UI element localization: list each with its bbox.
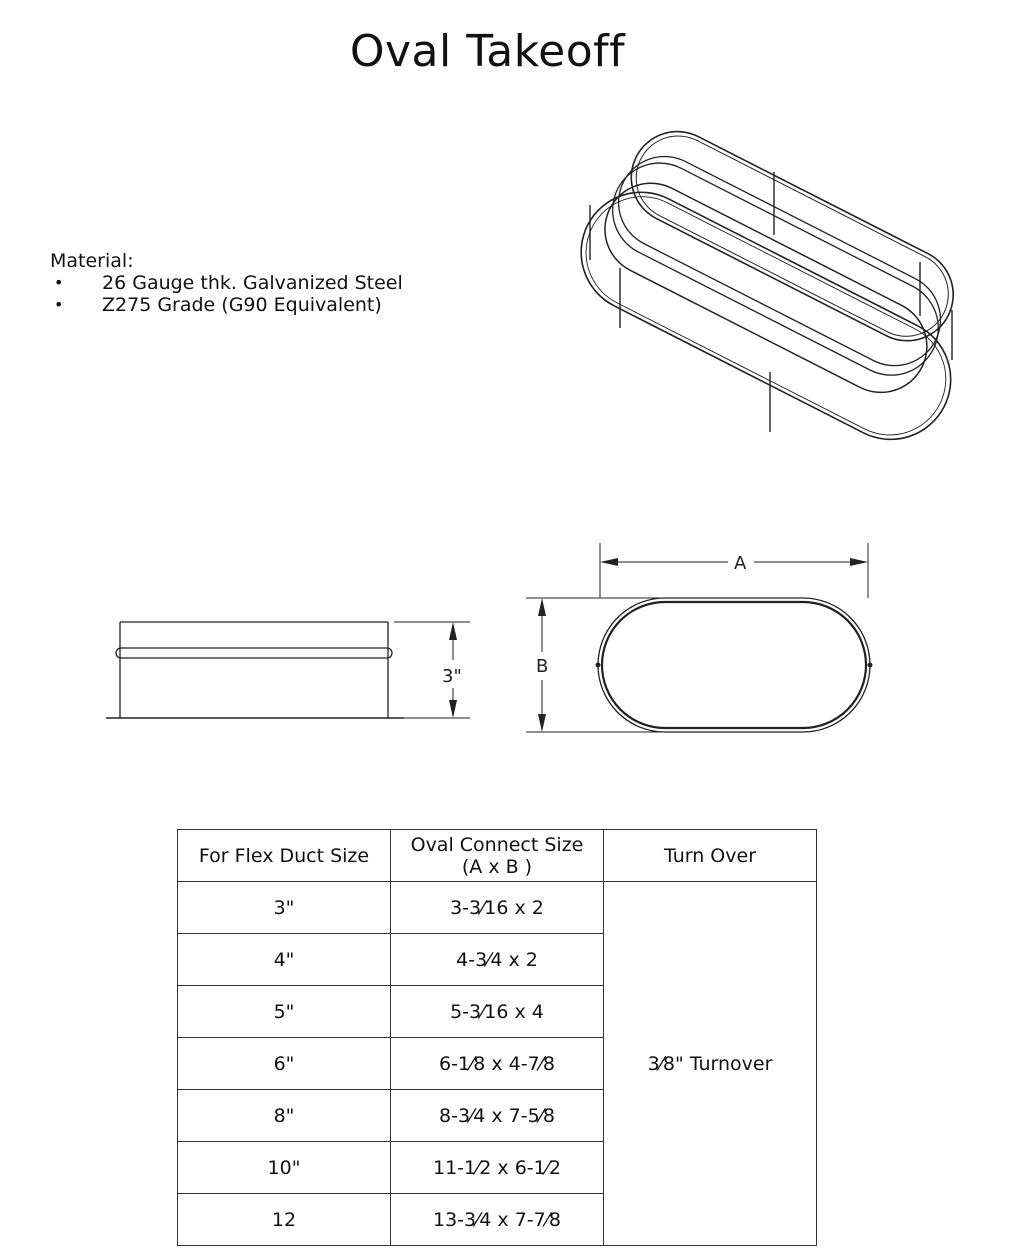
- oval-size-cell: 4-3⁄4 x 2: [391, 934, 604, 986]
- oval-size-cell: 5-3⁄16 x 4: [391, 986, 604, 1038]
- dimension-b-label: B: [536, 656, 549, 677]
- flex-size-cell: 8": [178, 1090, 391, 1142]
- oval-size-cell: 11-1⁄2 x 6-1⁄2: [391, 1142, 604, 1194]
- oval-size-cell: 13-3⁄4 x 7-7⁄8: [391, 1194, 604, 1246]
- material-item: • 26 Gauge thk. Galvanized Steel: [50, 272, 403, 294]
- header-flex-duct-size: For Flex Duct Size: [178, 830, 391, 882]
- header-turn-over: Turn Over: [604, 830, 817, 882]
- isometric-view: [560, 115, 971, 460]
- flex-size-cell: 5": [178, 986, 391, 1038]
- material-item: • Z275 Grade (G90 Equivalent): [50, 294, 403, 316]
- flex-size-cell: 4": [178, 934, 391, 986]
- flex-size-cell: 6": [178, 1038, 391, 1090]
- material-label: Material:: [50, 250, 134, 272]
- header-oval-line2: (A x B ): [461, 855, 533, 878]
- oval-size-cell: 3-3⁄16 x 2: [391, 882, 604, 934]
- header-oval-connect-size: [391, 830, 604, 882]
- table-header-row: [178, 830, 817, 882]
- height-dimension: 3": [442, 666, 462, 687]
- side-elevation: [106, 622, 470, 718]
- flex-size-cell: 10": [178, 1142, 391, 1194]
- header-oval-line1: Oval Connect Size: [410, 833, 584, 856]
- size-table: [177, 829, 817, 1246]
- turnover-cell: 3⁄8" Turnover: [604, 882, 817, 1246]
- oval-size-cell: 6-1⁄8 x 4-7⁄8: [391, 1038, 604, 1090]
- plan-view: [526, 543, 872, 732]
- dimension-a-label: A: [734, 553, 747, 574]
- flex-size-cell: 12: [178, 1194, 391, 1246]
- page-title: Oval Takeoff: [349, 26, 626, 77]
- flex-size-cell: 3": [178, 882, 391, 934]
- oval-size-cell: 8-3⁄4 x 7-5⁄8: [391, 1090, 604, 1142]
- table-row: [178, 882, 817, 934]
